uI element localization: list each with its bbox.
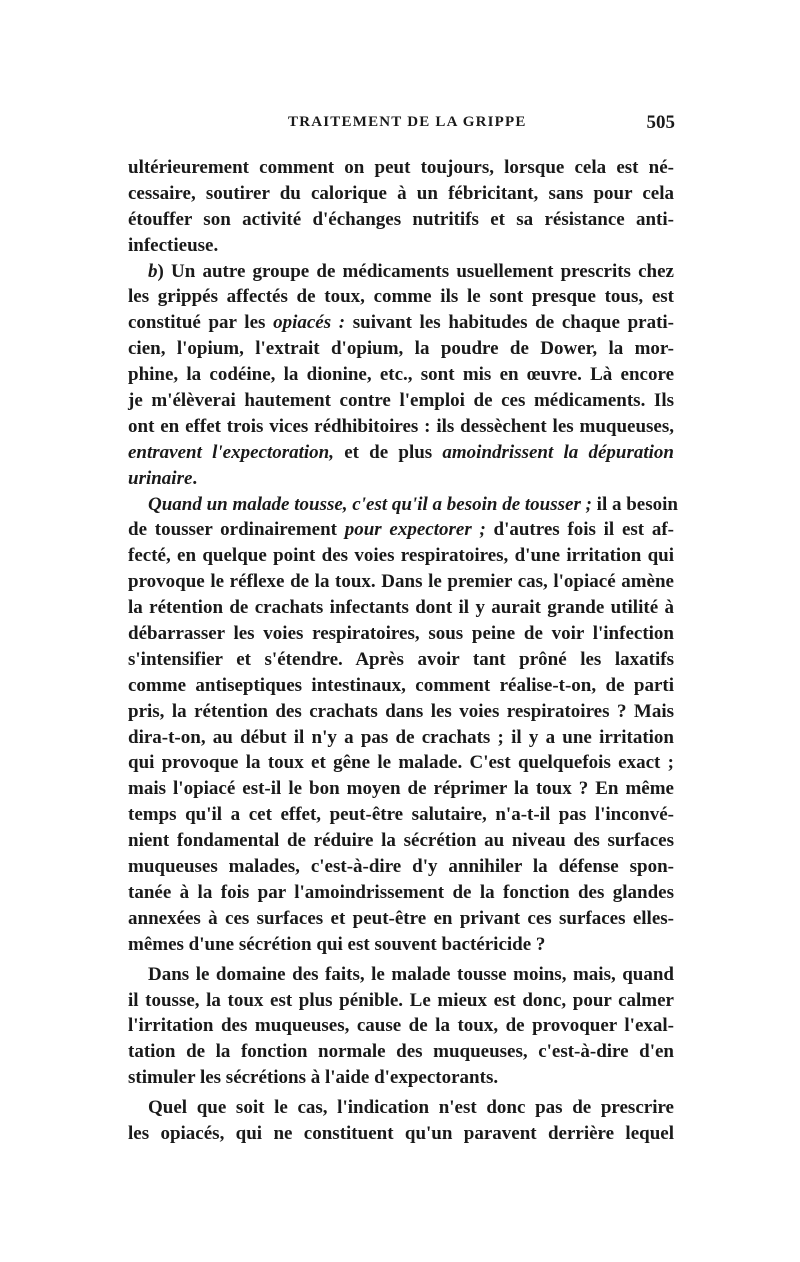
text-line <box>128 181 674 207</box>
line-text: les grippés affectés de toux, comme ils le sont presque tous, est <box>128 286 674 308</box>
text-line <box>128 725 674 751</box>
line-text: infectieuse. <box>128 234 219 256</box>
text-line <box>128 828 674 854</box>
italic-text: urinaire <box>128 467 193 489</box>
text-line <box>128 962 674 988</box>
line-text: muqueuses malades, c'est-à-dire d'y annihiler la défense spon- <box>128 856 674 878</box>
italic-text: opiacés : <box>273 312 346 334</box>
line-text: il a besoin <box>591 493 678 515</box>
line-text: constitué par les <box>128 312 274 334</box>
line-text: d'autres fois il est af- <box>485 519 674 541</box>
text-line <box>128 259 674 285</box>
italic-text: amoindrissent la dépuration <box>442 441 674 463</box>
line-text: nient fondamental de réduire la sécrétion au niveau des surfaces <box>128 830 674 852</box>
line-text: temps qu'il a cet effet, peut-être salutaire, n'a-t-il pas l'inconvé- <box>128 804 674 826</box>
line-text: et de plus <box>334 441 443 463</box>
text-line <box>128 1121 674 1147</box>
italic-text: entravent l'expectoration, <box>128 441 334 463</box>
line-text: ultérieurement comment on peut toujours, lorsque cela est né- <box>128 157 674 178</box>
italic-text: Quand un malade tousse, c'est qu'il a besoin de tousser ; <box>148 493 592 515</box>
running-header <box>130 114 675 144</box>
text-line <box>128 440 674 466</box>
text-line <box>128 336 674 362</box>
line-text: étouffer son activité d'échanges nutritifs et sa résistance anti- <box>128 208 674 230</box>
line-text: je m'élèverai hautement contre l'emploi de ces médicaments. Ils <box>128 390 674 412</box>
line-text: cessaire, soutirer du calorique à un fébricitant, sans pour cela <box>128 182 674 204</box>
italic-text: b <box>148 260 158 282</box>
line-text: mêmes d'une sécrétion qui est souvent bactéricide ? <box>128 933 546 955</box>
body-text <box>128 155 678 1147</box>
text-line <box>128 155 674 181</box>
line-text: provoque le réflexe de la toux. Dans le premier cas, l'opiacé amène <box>128 571 674 593</box>
text-line <box>128 699 674 725</box>
line-text: qui provoque la toux et gêne le malade. C'est quelquefois exact ; <box>128 752 674 774</box>
line-text: stimuler les sécrétions à l'aide d'expectorants. <box>128 1067 499 1089</box>
text-line <box>128 854 674 880</box>
page-number: 505 <box>646 112 675 133</box>
text-line <box>128 1065 674 1091</box>
text-line <box>128 1095 674 1121</box>
italic-text: pour expectorer ; <box>344 519 486 541</box>
line-text: il tousse, la toux est plus pénible. Le mieux est donc, pour calmer <box>128 989 674 1011</box>
line-text: Dans le domaine des faits, le malade tousse moins, mais, quand <box>148 963 674 985</box>
text-line <box>128 1013 674 1039</box>
line-text: . <box>192 467 198 489</box>
text-line <box>128 750 674 776</box>
text-line <box>128 284 674 310</box>
text-line <box>128 1039 674 1065</box>
line-text: tation de la fonction normale des muqueuses, c'est-à-dire d'en <box>128 1041 674 1063</box>
line-text: de tousser ordinairement <box>128 519 345 541</box>
line-text: cien, l'opium, l'extrait d'opium, la poudre de Dower, la mor- <box>128 338 674 360</box>
text-line <box>128 906 674 932</box>
text-line <box>128 414 674 440</box>
line-text: tanée à la fois par l'amoindrissement de la fonction des glandes <box>128 881 674 903</box>
text-line <box>128 621 674 647</box>
text-line <box>128 388 674 414</box>
line-text: Quel que soit le cas, l'indication n'est donc pas de prescrire <box>148 1097 674 1119</box>
text-line <box>128 362 674 388</box>
line-text: la rétention de crachats infectants dont il y aurait grande utilité à <box>128 597 674 619</box>
line-text: ont en effet trois vices rédhibitoires : ils dessèchent les muqueuses, <box>128 415 674 437</box>
line-text: suivant les habitudes de chaque prati- <box>345 312 674 334</box>
text-line <box>128 776 674 802</box>
text-line <box>128 310 674 336</box>
text-line <box>128 233 674 259</box>
text-line <box>128 802 674 828</box>
text-line <box>128 988 674 1014</box>
line-text: mais l'opiacé est-il le bon moyen de réprimer la toux ? En même <box>128 778 674 800</box>
text-line <box>128 543 674 569</box>
text-line <box>128 466 674 492</box>
text-line <box>128 880 674 906</box>
line-text: l'irritation des muqueuses, cause de la toux, de provoquer l'exal- <box>128 1015 674 1037</box>
line-text: phine, la codéine, la dionine, etc., sont mis en œuvre. Là encore <box>128 364 674 386</box>
text-line <box>128 492 678 518</box>
line-text: débarrasser les voies respiratoires, sous peine de voir l'infection <box>128 623 674 645</box>
text-line <box>128 207 674 233</box>
running-title: TRAITEMENT DE LA GRIPPE <box>288 114 527 130</box>
line-text: annexées à ces surfaces et peut-être en privant ces surfaces elles- <box>128 907 674 929</box>
text-line <box>128 569 674 595</box>
text-line <box>128 595 674 621</box>
line-text: les opiacés, qui ne constituent qu'un paravent derrière lequel <box>128 1122 674 1144</box>
text-line <box>128 517 674 543</box>
text-line <box>128 673 674 699</box>
line-text: ) Un autre groupe de médicaments usuellement prescrits chez <box>157 260 674 282</box>
line-text: s'intensifier et s'étendre. Après avoir tant prôné les laxatifs <box>128 648 674 670</box>
line-text: dira-t-on, au début il n'y a pas de crachats ; il y a une irritation <box>128 726 674 748</box>
line-text: fecté, en quelque point des voies respiratoires, d'une irritation qui <box>128 545 674 567</box>
text-line <box>128 932 674 958</box>
line-text: comme antiseptiques intestinaux, comment réalise-t-on, de parti <box>128 674 674 696</box>
line-text: pris, la rétention des crachats dans les voies respiratoires ? Mais <box>128 700 674 722</box>
text-line <box>128 647 674 673</box>
